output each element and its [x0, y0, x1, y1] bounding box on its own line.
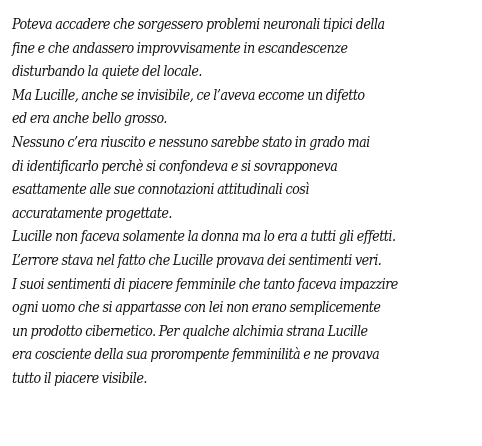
- text-line-7: di identificarlo perchè si confondeva e si sovrapponeva: [12, 158, 338, 175]
- text-line-9: accuratamente progettate.: [12, 205, 172, 222]
- text-line-2: fine e che andassero improvvisamente in escandescenze: [12, 40, 348, 57]
- text-line-16: tutto il piacere visibile.: [12, 370, 147, 387]
- text-line-3: disturbando la quiete del locale.: [12, 64, 202, 81]
- text-line-8: esattamente alle sue connotazioni attitudinali così: [12, 182, 309, 199]
- text-line-6: Nessuno c’era riuscito e nessuno sarebbe stato in grado mai: [12, 134, 370, 151]
- text-line-1: Poteva accadere che sorgessero problemi neuronali tipici della: [12, 17, 385, 33]
- text-line-10: Lucille non faceva solamente la donna ma lo era a tutti gli effetti.: [12, 229, 396, 246]
- text-line-14: un prodotto cibernetico. Per qualche alchimia strana Lucille: [12, 323, 368, 340]
- text-line-13: ogni uomo che si appartasse con lei non erano semplicemente: [12, 300, 381, 317]
- text-line-11: L’errore stava nel fatto che Lucille provava dei sentimenti veri.: [12, 252, 382, 269]
- text-line-15: era cosciente della sua prorompente femminilità e ne provava: [12, 347, 380, 364]
- text-line-4: Ma Lucille, anche se invisibile, ce l’aveva eccome un difetto: [12, 87, 365, 104]
- text-line-12: I suoi sentimenti di piacere femminile che tanto faceva impazzire: [12, 276, 398, 293]
- text-line-5: ed era anche bello grosso.: [12, 111, 167, 128]
- document-text: [12, 14, 478, 392]
